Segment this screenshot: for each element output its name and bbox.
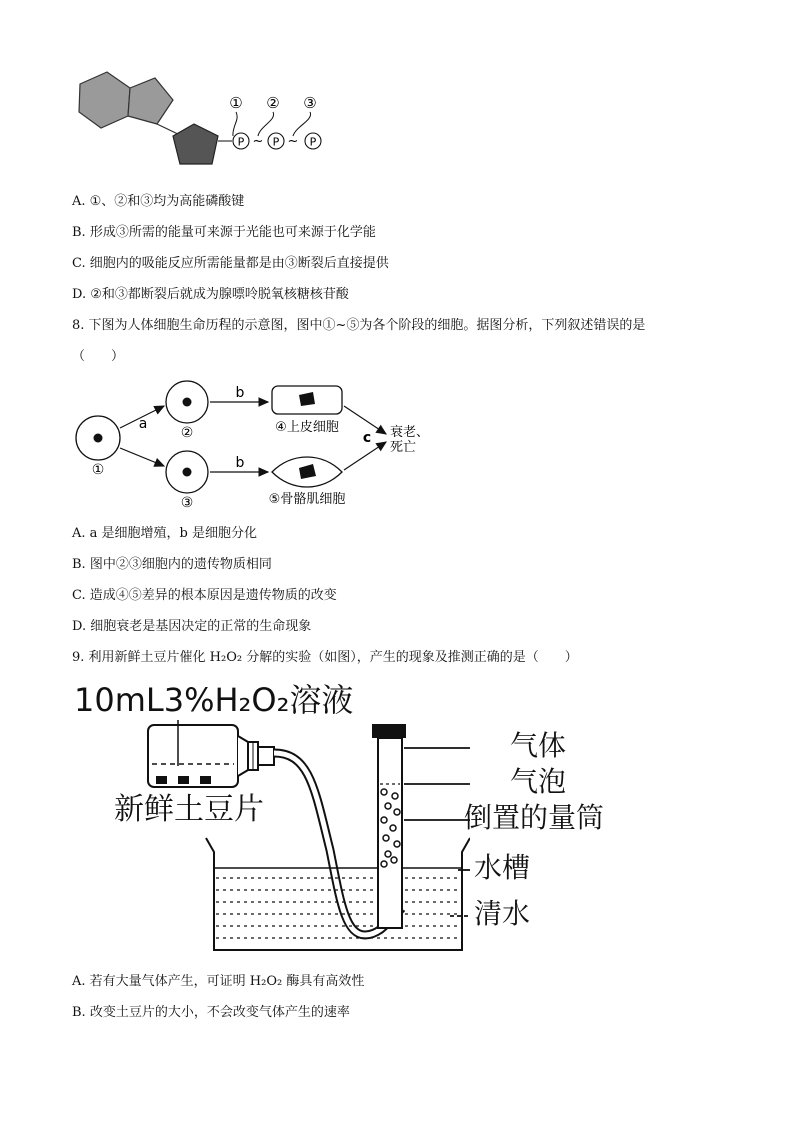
q7-option-d: D. ②和③都断裂后就成为腺嘌呤脱氧核糖核苷酸	[72, 287, 349, 302]
q8-option-a: A. a 是细胞增殖，b 是细胞分化	[72, 526, 257, 541]
q8-option-d: D. 细胞衰老是基因决定的正常的生命现象	[72, 619, 312, 634]
cell-5-skeletal-muscle	[272, 457, 342, 487]
cell-1-label: ①	[91, 462, 105, 478]
arrow-a-label: a	[138, 416, 148, 432]
cell-5-label: ⑤骨骼肌细胞	[268, 492, 346, 507]
water-label: 清水	[474, 897, 531, 930]
cell-4-label: ④上皮细胞	[275, 420, 339, 435]
phosphate-1	[233, 133, 249, 149]
atp-structure-figure	[70, 66, 340, 176]
bond-label-3: ③	[303, 94, 317, 112]
h2o2-experiment-figure	[140, 720, 470, 956]
q8-option-c: C. 造成④⑤差异的根本原因是遗传物质的改变	[72, 588, 337, 603]
cell-2	[166, 381, 208, 423]
solution-label: 10mL3%H₂O₂溶液	[74, 681, 354, 719]
bond-label-1: ①	[229, 94, 243, 112]
svg-text:P: P	[309, 135, 317, 149]
q9-option-a: A. 若有大量气体产生，可证明 H₂O₂ 酶具有高效性	[72, 974, 365, 989]
arrow-b-label-top: b	[235, 385, 245, 401]
cell-1	[76, 416, 120, 460]
cell-4-epithelial	[272, 386, 342, 414]
potato-label: 新鲜土豆片	[114, 792, 264, 827]
arrow-c-label: c	[362, 430, 372, 446]
q7-option-a: A. ①、②和③均为高能磷酸键	[72, 194, 245, 209]
cylinder-label: 倒置的量筒	[464, 801, 605, 834]
q8-stem-bracket: （ ）	[72, 349, 125, 364]
q9-option-b: B. 改变土豆片的大小，不会改变气体产生的速率	[72, 1005, 350, 1020]
q7-option-b: B. 形成③所需的能量可来源于光能也可来源于化学能	[72, 225, 376, 240]
cell-2-label: ②	[180, 425, 194, 441]
high-energy-bond-2: ~	[287, 134, 299, 149]
adenine-pentagon	[128, 78, 173, 124]
cell-life-history-figure	[70, 376, 440, 512]
svg-text:P: P	[237, 135, 245, 149]
fate-label-line2: 死亡	[390, 440, 417, 455]
gas-label: 气体	[510, 729, 567, 762]
adenine-hexagon	[79, 72, 130, 128]
cell-3	[166, 451, 208, 493]
q9-stem: 9. 利用新鲜土豆片催化 H₂O₂ 分解的实验（如图），产生的现象及推测正确的是（ ）	[72, 650, 578, 665]
q7-option-c: C. 细胞内的吸能反应所需能量都是由③断裂后直接提供	[72, 256, 389, 271]
high-energy-bond-1: ~	[252, 134, 264, 149]
fate-label-line1: 衰老、	[390, 425, 430, 440]
phosphate-2	[268, 133, 284, 149]
bubble-label: 气泡	[510, 765, 567, 798]
q8-stem: 8. 下图为人体细胞生命历程的示意图，图中①~⑤为各个阶段的细胞。据图分析，下列叙述错误的是	[72, 318, 646, 333]
ribose-pentagon	[173, 124, 218, 164]
q8-option-b: B. 图中②③细胞内的遗传物质相同	[72, 557, 272, 572]
phosphate-3	[305, 133, 321, 149]
reagent-bottle	[148, 720, 274, 787]
bond-label-2: ②	[266, 94, 280, 112]
trough-label: 水槽	[474, 851, 531, 884]
arrow-b-label-bottom: b	[235, 455, 245, 471]
cell-3-label: ③	[180, 495, 194, 511]
svg-text:P: P	[272, 135, 280, 149]
inverted-measuring-cylinder	[372, 724, 406, 928]
